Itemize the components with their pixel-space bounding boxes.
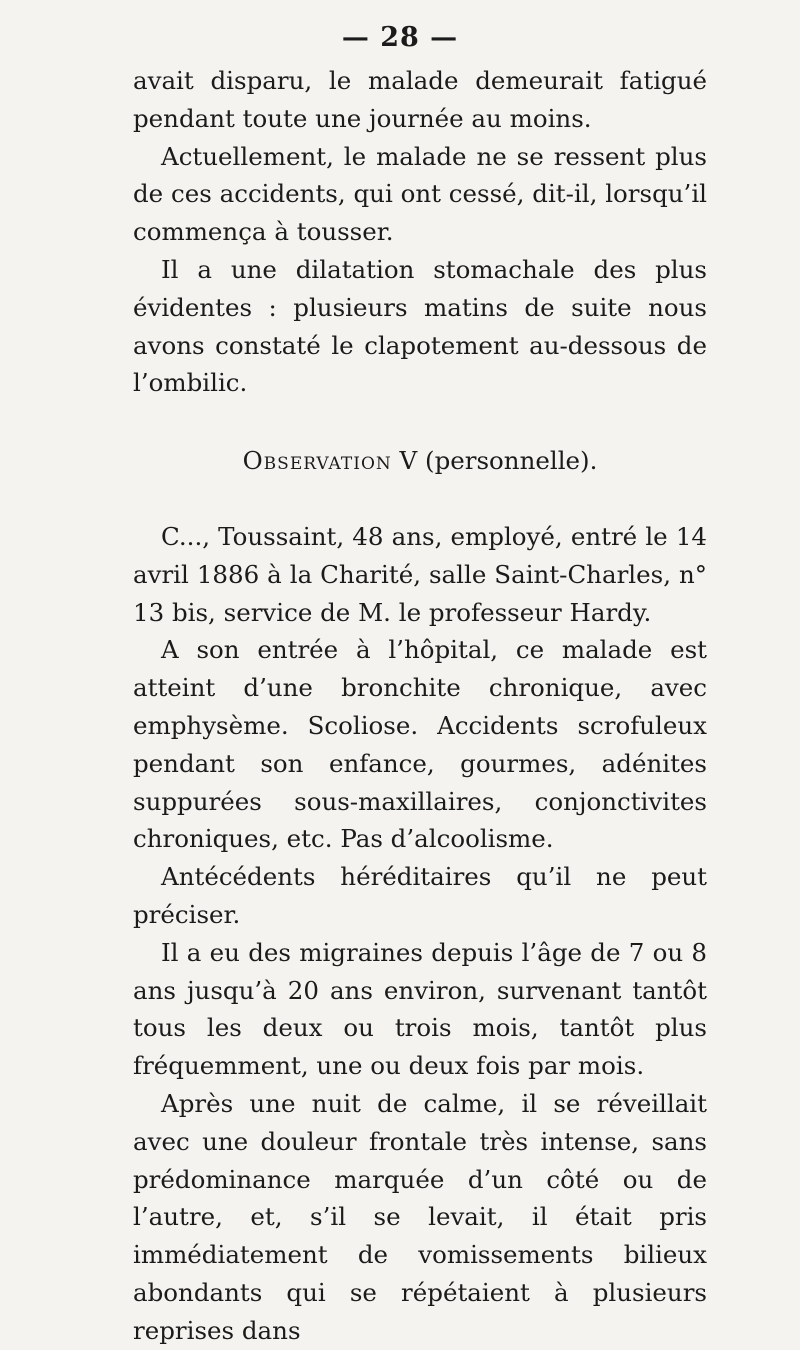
paragraph-4: C..., Toussaint, 48 ans, employé, entré le 14 avril 1886 à la Charité, salle Saint-Charles, n° 13 bis, service de M. le professeur Hardy. [133,521,707,627]
paragraph-8: Après une nuit de calme, il se réveillait avec une douleur frontale très intense, sans prédominance marquée d’un côté ou de l’autre, et, s’il se levait, il était pris immédiatement de vomissements bilieux abondants qui se répétaient à plusieurs reprises dans [133,1088,707,1345]
paragraph-1: avait disparu, le malade demeurait fatigué pendant toute une journée au moins. [133,66,707,133]
page-number: — 28 — [341,22,459,53]
body-text [133,62,707,1350]
heading-number: V (personnelle). [391,446,598,476]
paragraph-6: Antécédents héréditaires qu’il ne peut préciser. [133,862,707,929]
heading-label: Observation [242,446,392,476]
paragraph-7: Il a eu des migraines depuis l’âge de 7 ou 8 ans jusqu’à 20 ans environ, survenant tantôt tous les deux ou trois mois, tantôt plus fréquemment, une ou deux fois par mois. [133,937,707,1081]
paragraph-3: Il a une dilatation stomachale des plus évidentes : plusieurs matins de suite nous avons constaté le clapotement au-dessous de l’ombilic. [133,254,707,398]
observation-heading [133,442,707,480]
paragraph-2: Actuellement, le malade ne se ressent plus de ces accidents, qui ont cessé, dit-il, lorsqu’il commença à tousser. [133,141,707,247]
paragraph-5: A son entrée à l’hôpital, ce malade est atteint d’une bronchite chronique, avec emphysème. Scoliose. Accidents scrofuleux pendant son enfance, gourmes, adénites suppurées sous-maxillaires, conjonctivites chroniques, etc. Pas d’alcoolisme. [133,635,707,854]
